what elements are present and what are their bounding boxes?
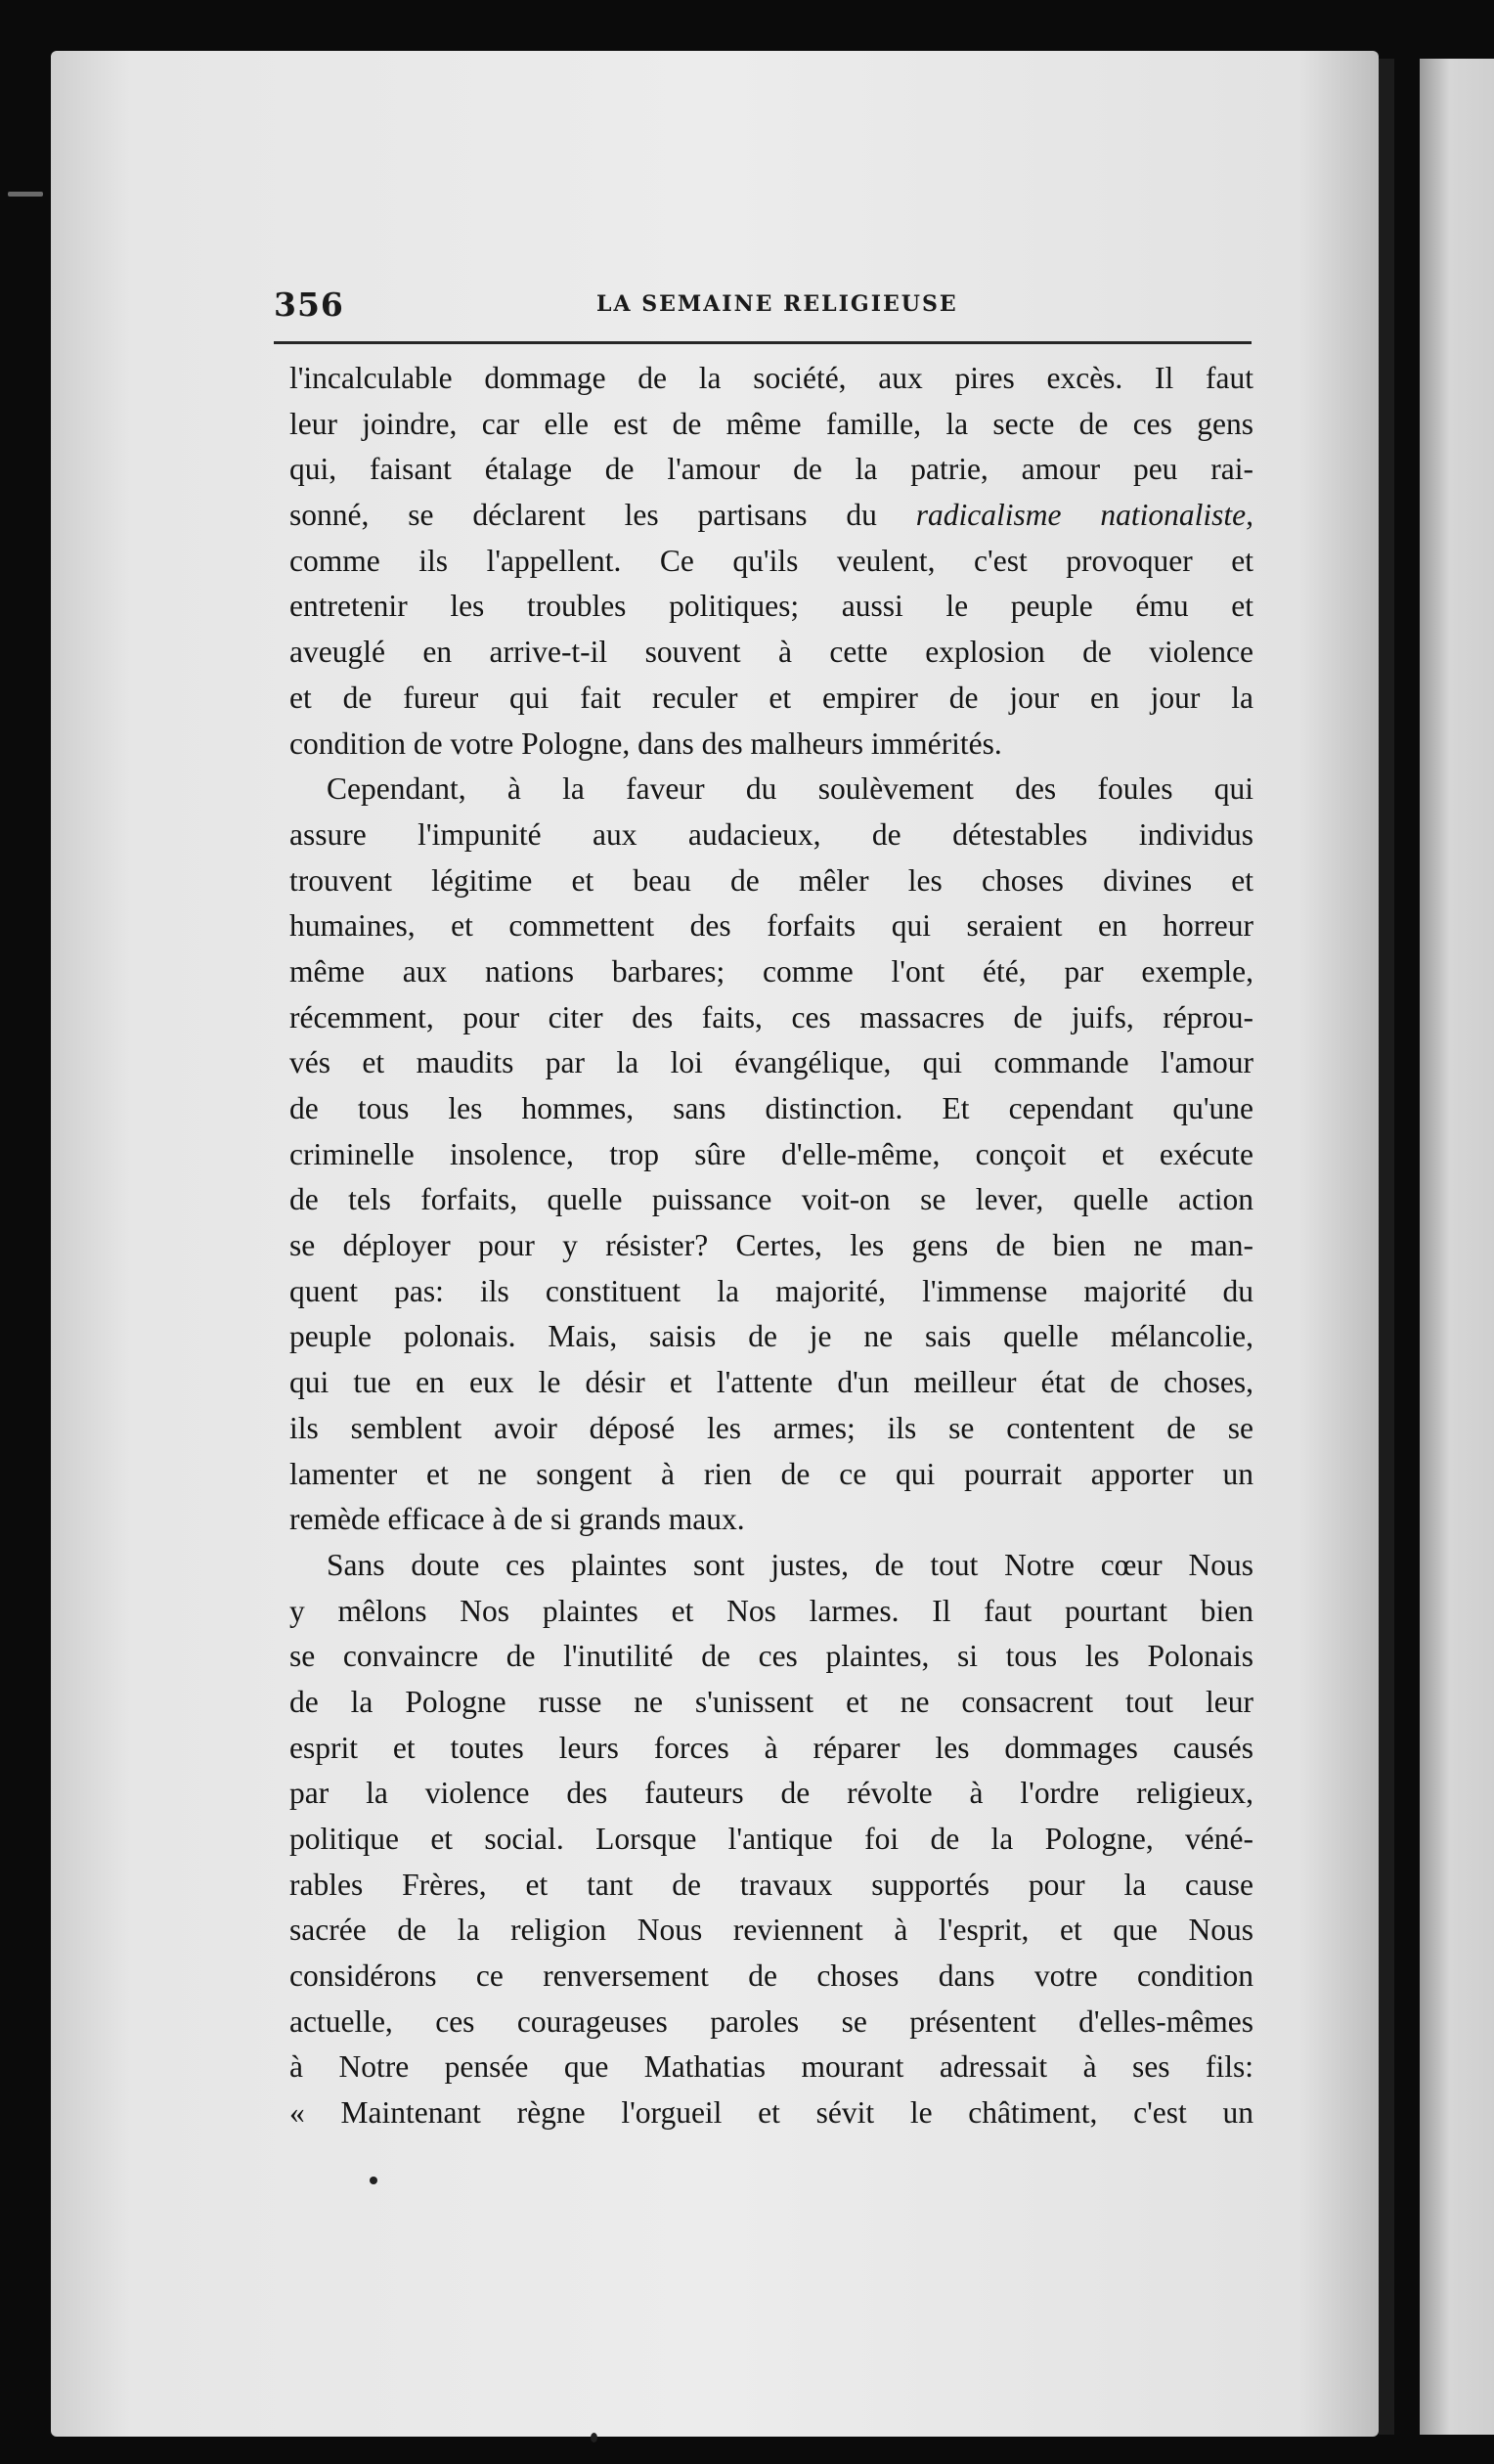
text-line: même aux nations barbares; comme l'ont été, par exemple, xyxy=(289,953,1253,989)
text-line: « Maintenant règne l'orgueil et sévit le châtiment, c'est un xyxy=(289,2095,1253,2131)
text-line: quent pas: ils constituent la majorité, l'immense majorité du xyxy=(289,1273,1253,1308)
text-line: politique et social. Lorsque l'antique foi de la Pologne, véné- xyxy=(289,1822,1253,1856)
text-line: esprit et toutes leurs forces à réparer les dommages causés xyxy=(289,1730,1253,1765)
text-line: entretenir les troubles politiques; aussi le peuple ému et xyxy=(289,589,1253,624)
scan-speck xyxy=(370,2177,377,2184)
text-line: vés et maudits par la loi évangélique, qui commande l'amour xyxy=(289,1045,1253,1080)
text-line: à Notre pensée que Mathatias mourant adressait à ses fils: xyxy=(289,2049,1253,2085)
text-line: trouvent légitime et beau de mêler les choses divines et xyxy=(289,862,1253,898)
text-line: leur joindre, car elle est de même famille, la secte de ces gens xyxy=(289,406,1253,441)
paragraph-end-line: remède efficace à de si grands maux. xyxy=(289,1502,745,1537)
text-line: se convaincre de l'inutilité de ces plaintes, si tous les Polonais xyxy=(289,1639,1253,1674)
text-line: l'incalculable dommage de la société, aux pires excès. Il faut xyxy=(289,361,1253,395)
text-line: de tous les hommes, sans distinction. Et cependant qu'une xyxy=(289,1091,1253,1125)
text-line: considérons ce renversement de choses dans votre condition xyxy=(289,1958,1253,1994)
text-line-with-italic xyxy=(289,493,1253,539)
text-line: rables Frères, et tant de travaux supportés pour la cause xyxy=(289,1867,1253,1902)
text-line: assure l'impunité aux audacieux, de détestables individus xyxy=(289,816,1253,852)
text-line: de tels forfaits, quelle puissance voit-on se lever, quelle action xyxy=(289,1182,1253,1217)
text-line: humaines, et commettent des forfaits qui seraient en horreur xyxy=(289,908,1253,944)
paragraph-end-line: condition de votre Pologne, dans des malheurs immérités. xyxy=(289,726,1002,761)
scan-speck xyxy=(591,2433,597,2442)
running-title: LA SEMAINE RELIGIEUSE xyxy=(596,291,958,317)
running-head xyxy=(274,286,1250,332)
adjacent-page-edge xyxy=(1420,59,1494,2435)
text-line: y mêlons Nos plaintes et Nos larmes. Il faut pourtant bien xyxy=(289,1593,1253,1628)
text-line: actuelle, ces courageuses paroles se présentent d'elles-mêmes xyxy=(289,2003,1253,2039)
paragraph-start-line: Sans doute ces plaintes sont justes, de tout Notre cœur Nous xyxy=(327,1547,1253,1582)
text-line: comme ils l'appellent. Ce qu'ils veulent, c'est provoquer et xyxy=(289,543,1253,578)
text-line: sacrée de la religion Nous reviennent à l'esprit, et que Nous xyxy=(289,1913,1253,1948)
text-line: se déployer pour y résister? Certes, les gens de bien ne man- xyxy=(289,1228,1253,1263)
text-line: ils semblent avoir déposé les armes; ils se contentent de se xyxy=(289,1410,1253,1445)
text-line: qui tue en eux le désir et l'attente d'un meilleur état de choses, xyxy=(289,1365,1253,1400)
text-line: peuple polonais. Mais, saisis de je ne sais quelle mélancolie, xyxy=(289,1319,1253,1354)
page-gutter xyxy=(1379,59,1394,2435)
scan-speck xyxy=(8,192,43,197)
text-line: de la Pologne russe ne s'unissent et ne consacrent tout leur xyxy=(289,1684,1253,1719)
header-rule xyxy=(274,341,1252,344)
page-number: 356 xyxy=(274,286,344,324)
text-line: aveuglé en arrive-t-il souvent à cette explosion de violence xyxy=(289,635,1253,670)
paragraph-start-line: Cependant, à la faveur du soulèvement des foules qui xyxy=(327,771,1253,807)
body-text xyxy=(289,356,1253,2136)
text-line: par la violence des fauteurs de révolte à l'ordre religieux, xyxy=(289,1776,1253,1811)
text-line: criminelle insolence, trop sûre d'elle-même, conçoit et exécute xyxy=(289,1136,1253,1171)
text-line: qui, faisant étalage de l'amour de la patrie, amour peu rai- xyxy=(289,452,1253,487)
text-line-start: sonné, se déclarent les partisans du xyxy=(289,498,916,533)
text-line: et de fureur qui fait reculer et empirer de jour en jour la xyxy=(289,680,1253,715)
text-line: lamenter et ne songent à rien de ce qui pourrait apporter un xyxy=(289,1456,1253,1491)
italic-phrase: radicalisme nationaliste, xyxy=(915,498,1253,533)
text-line: récemment, pour citer des faits, ces massacres de juifs, réprou- xyxy=(289,999,1253,1034)
